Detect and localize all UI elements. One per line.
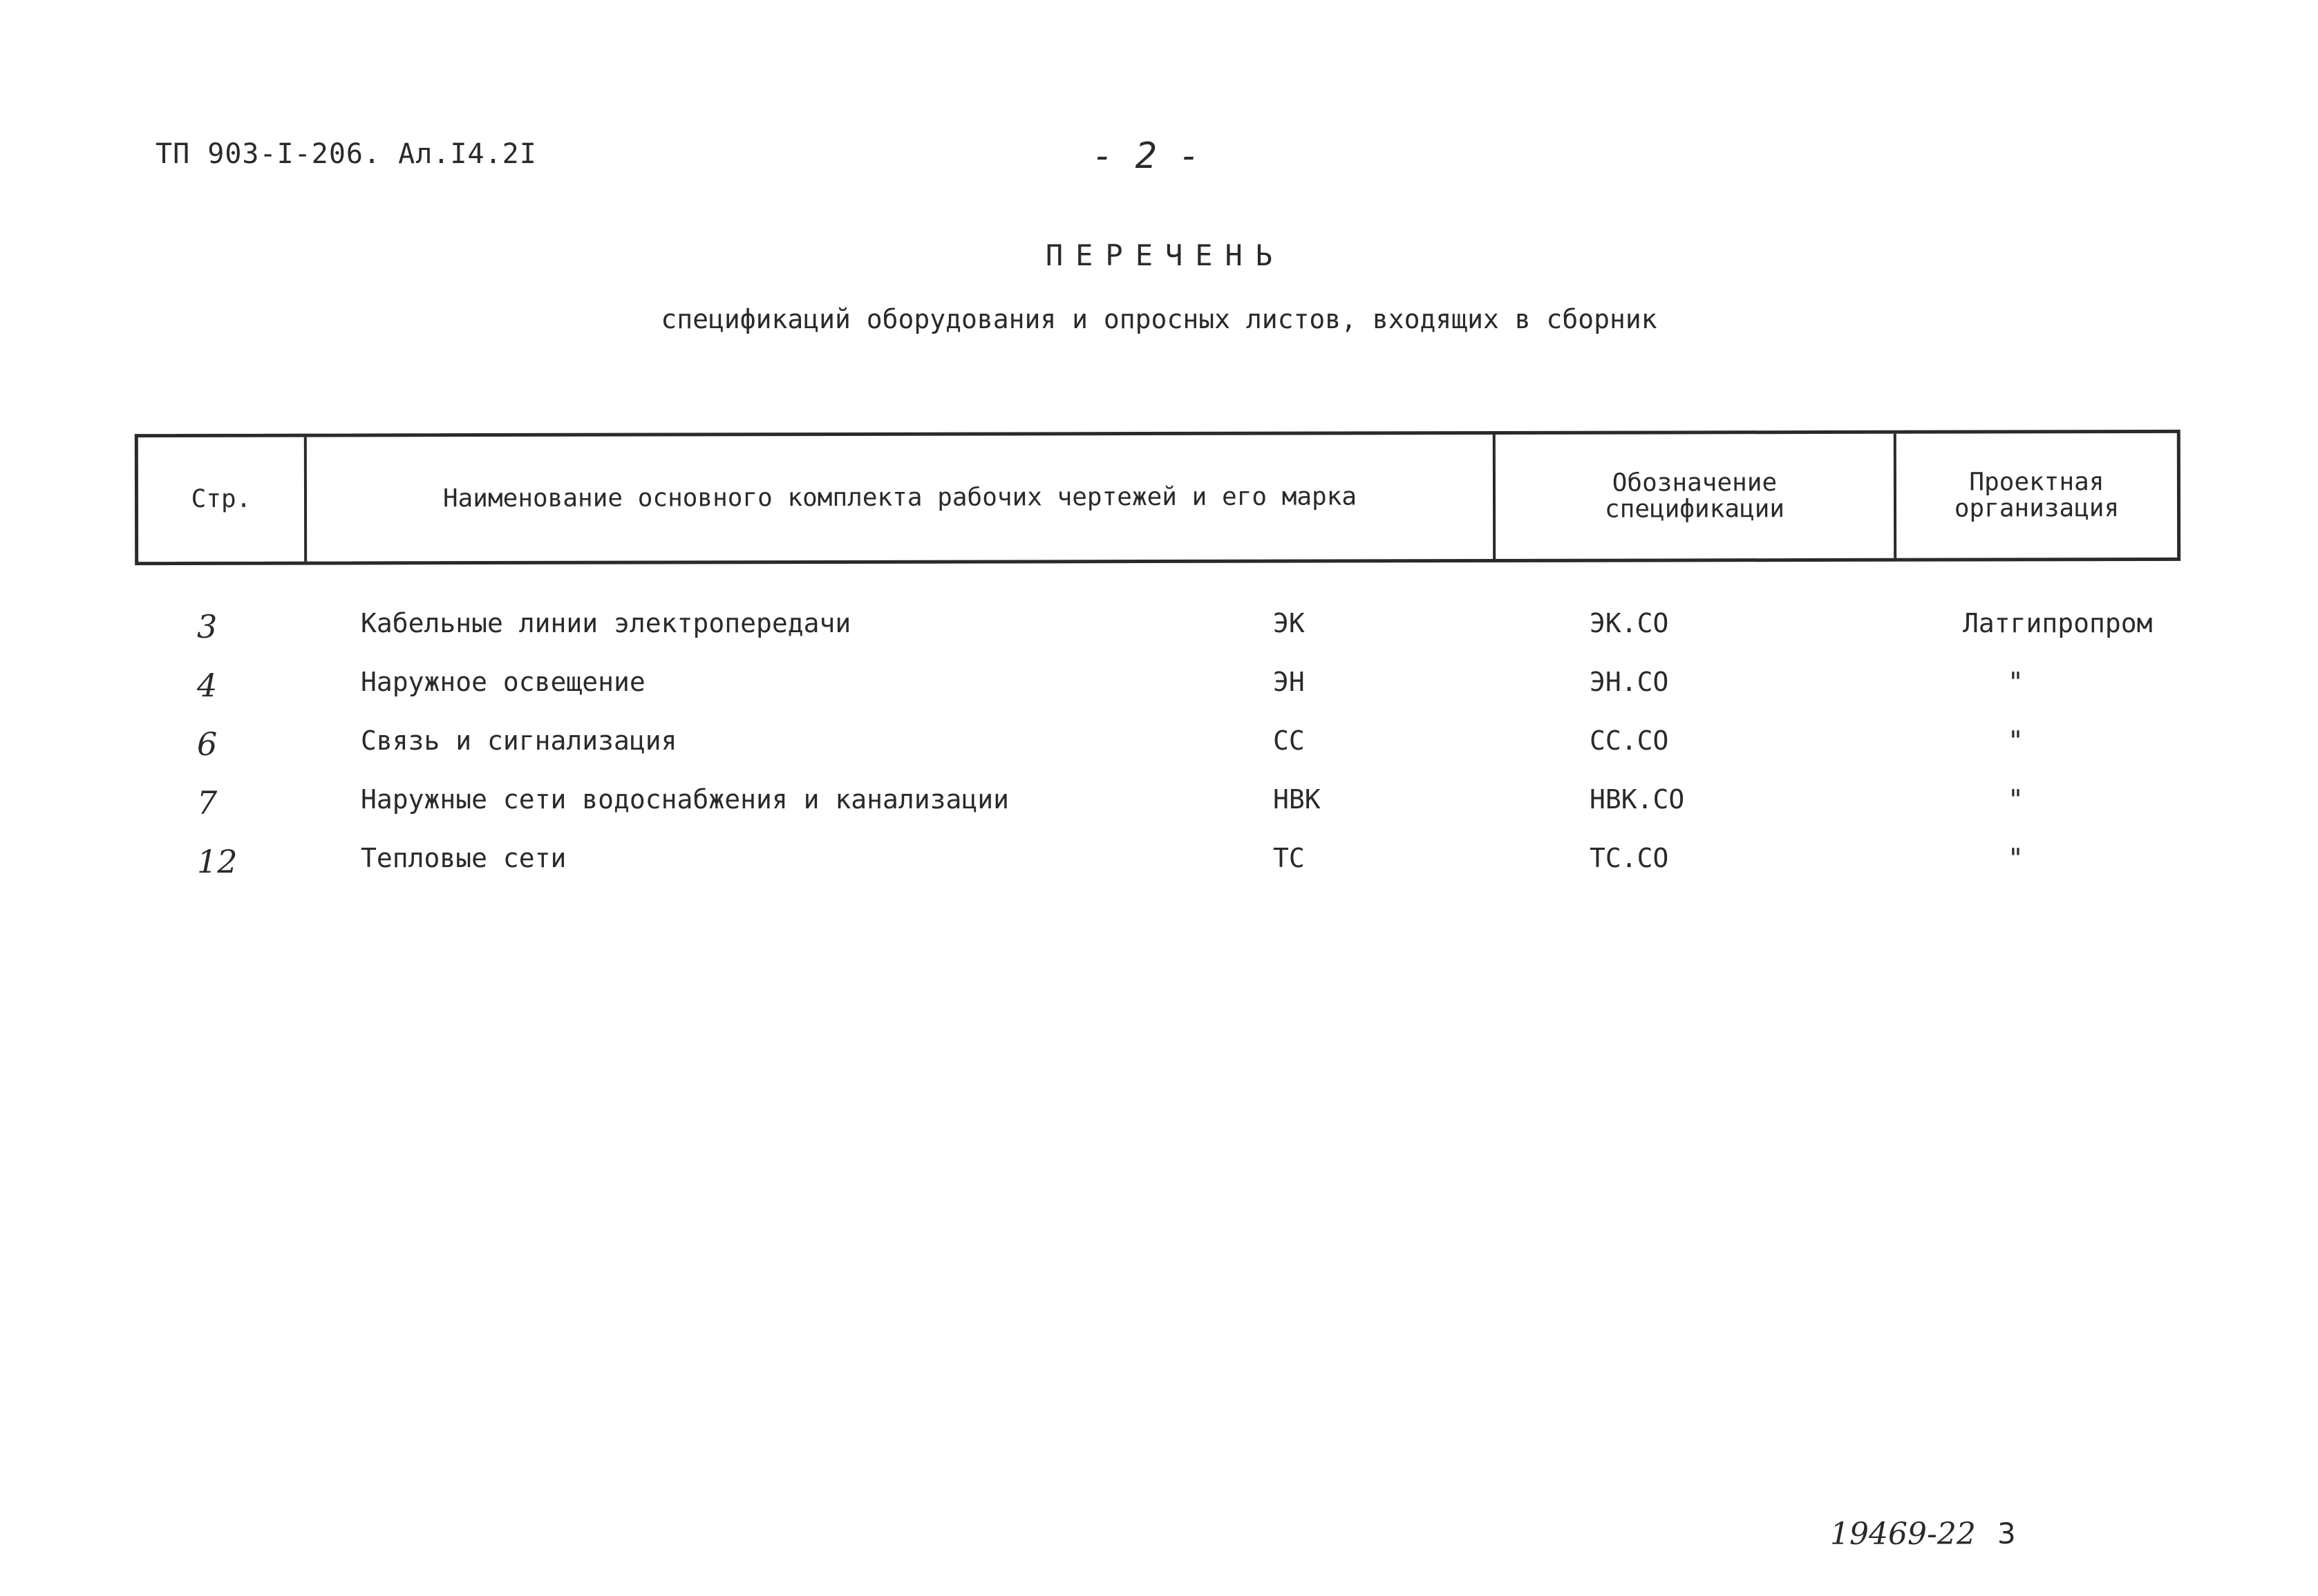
row-org: " [2008,784,2024,815]
row-mark: СС [1273,725,1305,756]
column-header-org: Проектная организация [1894,433,2177,558]
row-name: Связь и сигнализация [361,725,677,756]
row-spec: СС.СО [1590,725,1669,756]
row-page: 12 [197,843,238,880]
document-title: ПЕРЕЧЕНЬ [1045,238,1285,272]
row-spec: ТС.СО [1590,843,1669,873]
table-row [0,608,2318,667]
row-mark: ТС [1273,843,1305,873]
inventory-number: 19469-22 [1830,1517,1976,1552]
row-name: Наружное освещение [361,667,646,697]
table-body [0,608,2318,902]
page-number: - 2 - [1092,135,1200,177]
table-row [0,667,2318,725]
row-page: 3 [197,608,218,645]
row-page: 4 [197,667,218,704]
row-org: " [2008,725,2024,756]
document-code: ТП 903-I-206. Ал.I4.2I [156,138,537,170]
row-name: Кабельные линии электропередачи [361,608,851,638]
row-mark: ЭК [1273,608,1305,638]
row-mark: ЭН [1273,667,1305,697]
table-row [0,843,2318,902]
document-subtitle: спецификаций оборудования и опросных листов, входящих в сборник [661,304,1657,334]
row-spec: ЭН.СО [1590,667,1669,697]
sheet-number: 3 [1997,1517,2016,1550]
table-header [135,430,2180,565]
column-header-spec: Обозначение спецификации [1493,434,1894,559]
row-spec: ЭК.СО [1590,608,1669,638]
row-mark: НВК [1273,784,1321,815]
table-row [0,784,2318,843]
row-spec: НВК.СО [1590,784,1685,815]
row-name: Тепловые сети [361,843,567,873]
row-name: Наружные сети водоснабжения и канализации [361,784,1009,815]
row-page: 7 [197,784,218,821]
column-header-name: Наименование основного комплекта рабочих чертежей и его марка [304,435,1493,562]
row-org: Латгипропром [1963,608,2153,638]
row-org: " [2008,667,2024,697]
row-page: 6 [197,725,218,763]
table-row [0,725,2318,784]
row-org: " [2008,843,2024,873]
column-header-page: Стр. [191,484,252,513]
